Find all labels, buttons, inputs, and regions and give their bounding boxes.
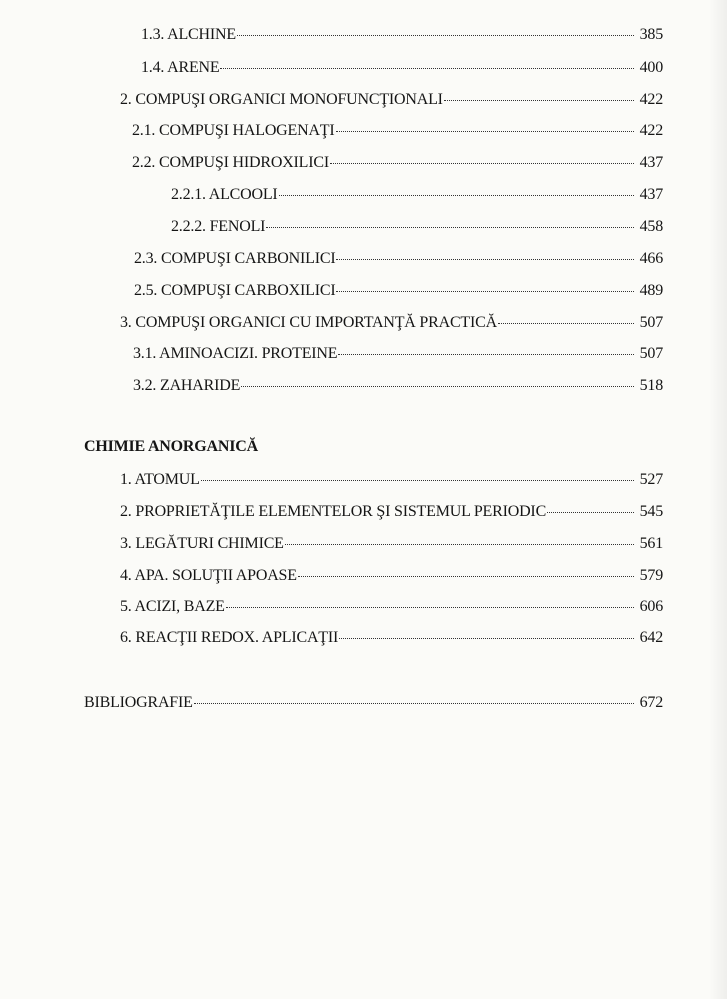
toc-entry-page: 422	[639, 91, 663, 108]
toc-entry[interactable]	[141, 58, 663, 78]
dot-leader	[339, 638, 634, 639]
toc-entry-page: 437	[639, 186, 663, 203]
dot-leader	[336, 291, 634, 292]
toc-entry-page: 579	[639, 567, 663, 584]
dot-leader	[338, 354, 634, 355]
dot-leader	[444, 100, 634, 101]
toc-entry-page: 437	[639, 154, 663, 171]
toc-entry-page: 458	[639, 218, 663, 235]
toc-entry-title: 5. ACIZI, BAZE	[120, 598, 225, 615]
toc-entry-page: 400	[639, 59, 663, 76]
toc-entry-title: 2.1. COMPUŞI HALOGENAŢI	[132, 122, 335, 139]
dot-leader	[241, 386, 634, 387]
toc-entry[interactable]	[120, 470, 663, 490]
dot-leader	[220, 68, 634, 69]
toc-entry[interactable]	[132, 153, 663, 173]
toc-entry[interactable]	[141, 25, 663, 45]
toc-entry-title: 1. ATOMUL	[120, 471, 200, 488]
toc-entry[interactable]	[133, 376, 663, 396]
toc-entry-page: 489	[639, 282, 663, 299]
toc-entry-page: 507	[639, 345, 663, 362]
dot-leader	[330, 163, 634, 164]
toc-entry-title: 6. REACŢII REDOX. APLICAŢII	[120, 629, 339, 646]
dot-leader	[279, 195, 634, 196]
dot-leader	[194, 703, 634, 704]
dot-leader	[336, 259, 634, 260]
toc-entry-bibliography[interactable]	[84, 693, 663, 713]
toc-entry[interactable]	[120, 90, 663, 110]
toc-entry-page: 507	[639, 314, 663, 331]
toc-entry[interactable]	[120, 628, 663, 648]
toc-entry-page: 466	[639, 250, 663, 267]
dot-leader	[547, 512, 634, 513]
toc-entry-page: 527	[639, 471, 663, 488]
toc-entry[interactable]	[171, 217, 663, 237]
toc-entry-page: 606	[639, 598, 663, 615]
toc-entry-page: 642	[639, 629, 663, 646]
dot-leader	[226, 607, 634, 608]
toc-entry[interactable]	[134, 281, 663, 301]
toc-entry-title: 3. LEGĂTURI CHIMICE	[120, 535, 284, 552]
toc-entry-title: 2. PROPRIETĂŢILE ELEMENTELOR ŞI SISTEMUL PERIODIC	[120, 503, 547, 520]
toc-entry[interactable]	[120, 597, 663, 617]
dot-leader	[498, 323, 634, 324]
toc-entry-title: 3.1. AMINOACIZI. PROTEINE	[133, 345, 338, 362]
toc-entry-page: 518	[639, 377, 663, 394]
toc-entry-title: 4. APA. SOLUŢII APOASE	[120, 567, 297, 584]
toc-entry-title: 3. COMPUŞI ORGANICI CU IMPORTANŢĂ PRACTICĂ	[120, 314, 497, 331]
toc-entry-title: 1.4. ARENE	[141, 59, 220, 76]
dot-leader	[201, 480, 634, 481]
dot-leader	[237, 35, 634, 36]
section-heading-inorganic: CHIMIE ANORGANICĂ	[84, 438, 258, 455]
toc-entry[interactable]	[134, 249, 663, 269]
toc-entry-page: 545	[639, 503, 663, 520]
toc-entry[interactable]	[171, 185, 663, 205]
toc-entry-title: 2.2.2. FENOLI	[171, 218, 266, 235]
toc-entry-page: 385	[639, 26, 663, 43]
toc-entry[interactable]	[120, 534, 663, 554]
dot-leader	[336, 131, 634, 132]
toc-entry-page: 422	[639, 122, 663, 139]
toc-entry-title: 2.5. COMPUŞI CARBOXILICI	[134, 282, 336, 299]
dot-leader	[266, 227, 634, 228]
toc-entry-title: 2.2.1. ALCOOLI	[171, 186, 278, 203]
toc-entry-title: 2. COMPUŞI ORGANICI MONOFUNCŢIONALI	[120, 91, 443, 108]
toc-entry-page: 561	[639, 535, 663, 552]
toc-entry-title: 2.3. COMPUŞI CARBONILICI	[134, 250, 336, 267]
toc-entry-title: 3.2. ZAHARIDE	[133, 377, 241, 394]
toc-entry-title: 1.3. ALCHINE	[141, 26, 236, 43]
dot-leader	[298, 576, 634, 577]
toc-entry[interactable]	[120, 566, 663, 586]
toc-entry-title: BIBLIOGRAFIE	[84, 694, 193, 711]
toc-entry[interactable]	[132, 121, 663, 141]
toc-entry[interactable]	[120, 502, 663, 522]
toc-entry[interactable]	[133, 344, 663, 364]
page-edge-shadow	[709, 0, 727, 999]
toc-entry-page: 672	[639, 694, 663, 711]
toc-entry[interactable]	[120, 313, 663, 333]
dot-leader	[285, 544, 634, 545]
toc-entry-title: 2.2. COMPUŞI HIDROXILICI	[132, 154, 329, 171]
